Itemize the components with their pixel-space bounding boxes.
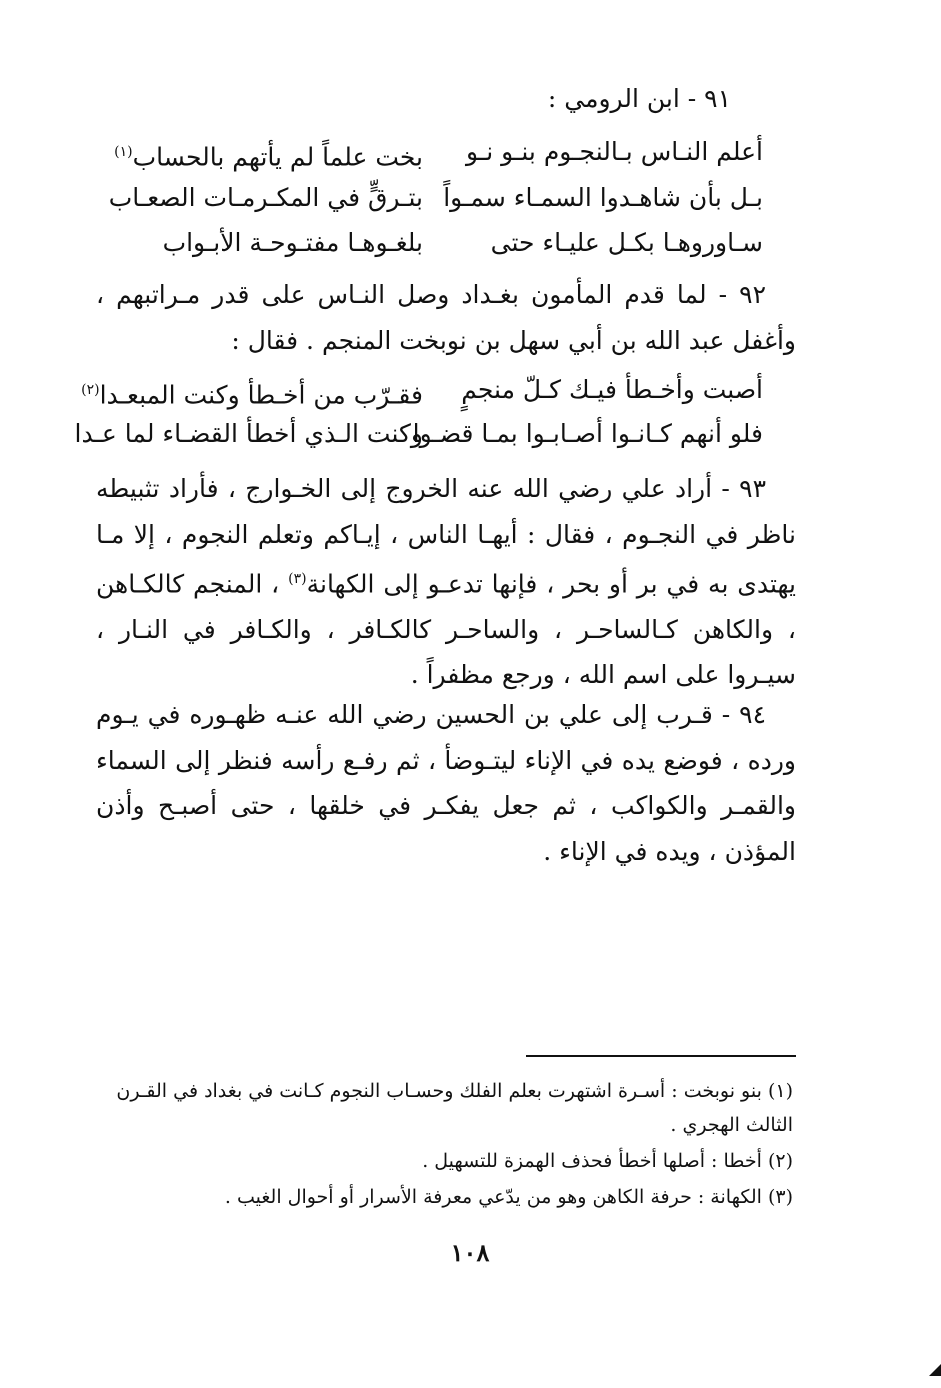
verse-first-hemistich: سـاوروهـا بكـل عليـاء حتى — [490, 228, 763, 257]
footnote-marker: (٣) — [288, 571, 307, 587]
section-92-paragraph: ٩٢ - لما قدم المأمون بغـداد وصل النـاس على قدر مـراتبهم ، وأغفل عبد الله بن أبي سهل بن نوبخت المنجم . فقال : — [96, 280, 796, 355]
scan-corner-mark — [929, 1364, 941, 1376]
footnote-marker: (١) — [114, 144, 133, 160]
verse-row — [74, 417, 763, 457]
verse-second-hemistich: فقـرّب من أخـطأ وكنت المبعـدا$^{(٢)}$ — [81, 380, 423, 410]
verse-row — [81, 373, 763, 413]
footnote-1: (١) بنو نوبخت : أسـرة اشتهرت بعلم الفلك وحسـاب النجوم كـانت في بغداد في القـرن الثالث الهجري . — [116, 1080, 793, 1136]
footnote-3: (٣) الكهانة : حرفة الكاهن وهو من يدّعي معرفة الأسرار أو أحوال الغيب . — [224, 1186, 793, 1208]
footnote-marker: (٢) — [81, 382, 100, 398]
verse-second-hemistich: وكنت الـذي أخطأ القضـاء لما عـدا — [74, 419, 423, 448]
section-93-paragraph: ٩٣ - أراد علي رضي الله عنه الخروج إلى الخـوارج ، فأراد تثبيطه ناظر في النجـوم ، فقال : أيهـا الناس ، إيـاكم وتعلم النجوم ، إلا مـا يهتدى به في بر أو بحر ، فإنها تدعـو إلى الكهانة$^{(٣)}$ ، المنجم كالكـاهن ، والكاهن كـالساحـر ، والساحـر كالكـافر ، والكـافر في النـار ، سيـروا على اسم الله ، ورجع مظفراً . — [96, 474, 796, 690]
footnote-divider — [526, 1055, 796, 1057]
verse-second-hemistich: بلغـوهـا مفتـوحـة الأبـواب — [162, 228, 423, 257]
verse-row — [108, 181, 763, 221]
page-number: ١٠٨ — [450, 1238, 490, 1267]
verse-first-hemistich: أصبت وأخـطأ فيـك كـلّ منجمٍ — [461, 375, 763, 404]
verse-second-hemistich: بتـرقٍّ في المكـرمـات الصعـاب — [108, 183, 423, 212]
section-94-paragraph: ٩٤ - قـرب إلى علي بن الحسين رضي الله عنـه ظهـوره في يـوم ورده ، فوضع يده في الإناء ليتـوضأ ، ثم رفـع رأسه فنظر إلى السماء والقمـر والكواكب ، ثم جعل يفكـر في خلقها ، حتى أصبـح وأذن المؤذن ، ويده في الإناء . — [96, 700, 796, 866]
section-91-heading: ٩١ - ابن الرومي : — [547, 84, 731, 113]
verse-first-hemistich: بـل بأن شاهـدوا السمـاء سمـواً — [443, 183, 763, 212]
verse-row — [114, 135, 763, 175]
footnote-2: (٢) أخطا : أصلها أخطأ فحذف الهمزة للتسهيل . — [422, 1150, 793, 1172]
verse-first-hemistich: فلو أنهم كـانـوا أصـابـوا بمـا قضـوا — [412, 419, 763, 448]
verse-second-hemistich: بخت علماً لم يأتهم بالحساب$^{(١)}$ — [114, 142, 423, 172]
verse-row — [123, 226, 763, 266]
verse-first-hemistich: أعلم النـاس بـالنجـوم بنـو نـو — [466, 137, 763, 166]
